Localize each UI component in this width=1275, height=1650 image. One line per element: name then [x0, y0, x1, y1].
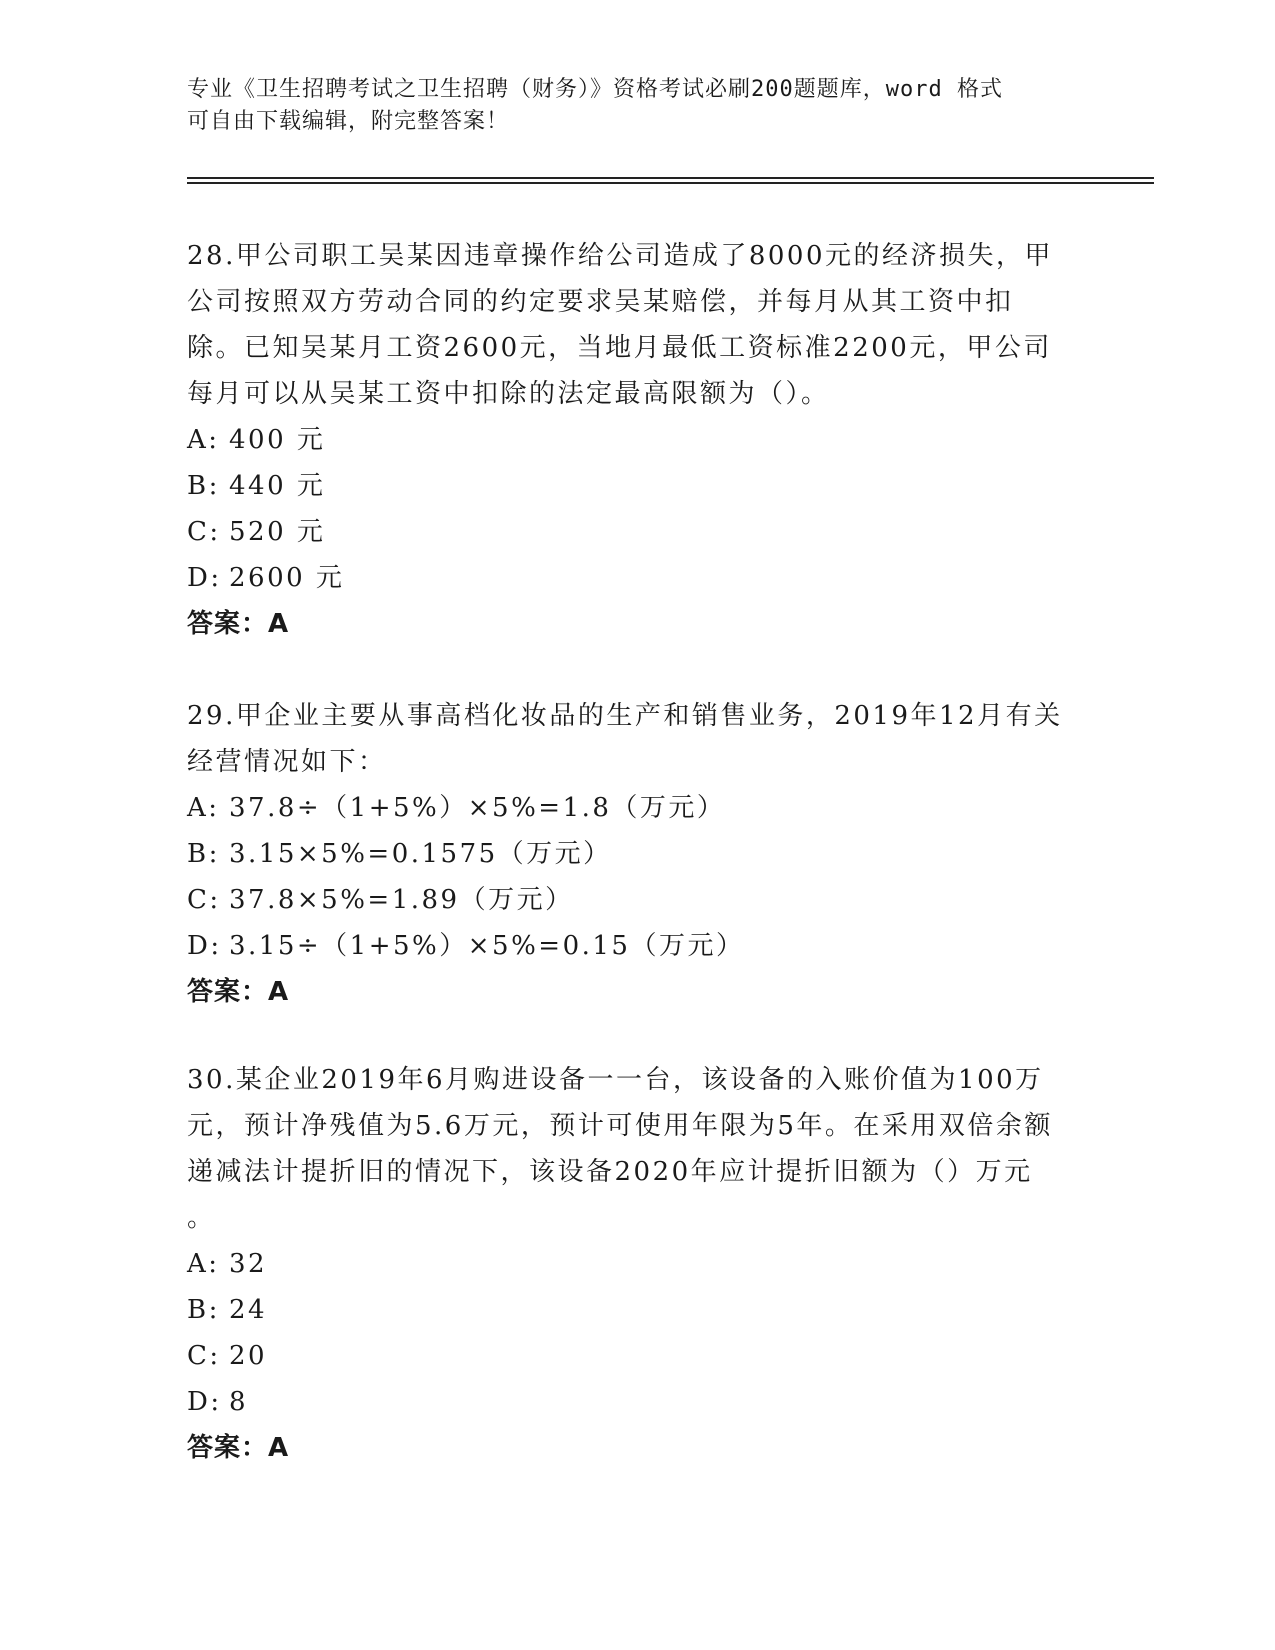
option-letter: C:	[187, 1341, 221, 1371]
option-a	[187, 417, 1067, 463]
option-letter: B:	[187, 839, 220, 869]
option-a	[187, 785, 1067, 831]
option-b	[187, 1287, 1067, 1333]
option-text: 24	[229, 1295, 268, 1325]
option-text: 3.15÷（1+5%）×5%=0.15（万元）	[229, 931, 745, 961]
option-text: 3.15×5%=0.1575（万元）	[229, 839, 612, 869]
option-text: 32	[229, 1249, 268, 1279]
option-letter: C:	[187, 517, 221, 547]
option-b	[187, 831, 1067, 877]
document-header	[187, 74, 1067, 138]
header-divider-top	[187, 177, 1154, 179]
option-letter: B:	[187, 1295, 220, 1325]
option-a	[187, 1241, 1067, 1287]
question-stem: 30.某企业2019年6月购进设备一一台，该设备的入账价值为100万元，预计净残值为5.6万元，预计可使用年限为5年。在采用双倍余额递减法计提折旧的情况下，该设备2020年应计提折旧额为（）万元	[187, 1065, 1053, 1187]
header-title-line-1: 专业《卫生招聘考试之卫生招聘（财务）》资格考试必刷200题题库，word 格式	[187, 77, 1003, 102]
option-letter: C:	[187, 885, 221, 915]
answer-line: 答案：A	[187, 977, 290, 1007]
question-28	[187, 233, 1067, 647]
option-letter: D:	[187, 931, 222, 961]
question-29	[187, 693, 1067, 1015]
answer-line: 答案：A	[187, 609, 290, 639]
option-text: 400 元	[229, 425, 326, 455]
option-letter: A:	[187, 793, 220, 823]
option-d	[187, 555, 1067, 601]
option-letter: A:	[187, 1249, 220, 1279]
option-text: 8	[229, 1387, 249, 1417]
option-b	[187, 463, 1067, 509]
option-text: 20	[229, 1341, 268, 1371]
option-letter: A:	[187, 425, 220, 455]
option-letter: B:	[187, 471, 220, 501]
header-title-line-2: 可自由下载编辑，附完整答案！	[187, 109, 510, 134]
option-letter: D:	[187, 1387, 222, 1417]
question-stem-tail: 。	[187, 1203, 216, 1233]
option-text: 520 元	[229, 517, 326, 547]
option-c	[187, 509, 1067, 555]
option-text: 37.8×5%=1.89（万元）	[229, 885, 574, 915]
option-text: 2600 元	[229, 563, 345, 593]
question-stem: 29.甲企业主要从事高档化妆品的生产和销售业务，2019年12月有关经营情况如下：	[187, 701, 1063, 777]
header-divider-bottom	[187, 182, 1154, 184]
option-text: 37.8÷（1+5%）×5%=1.8（万元）	[229, 793, 726, 823]
question-30	[187, 1057, 1067, 1471]
option-text: 440 元	[229, 471, 326, 501]
option-c	[187, 877, 1067, 923]
option-d	[187, 1379, 1067, 1425]
option-d	[187, 923, 1067, 969]
question-stem: 28.甲公司职工吴某因违章操作给公司造成了8000元的经济损失，甲公司按照双方劳动合同的约定要求吴某赔偿，并每月从其工资中扣除。已知吴某月工资2600元，当地月最低工资标准2200元，甲公司每月可以从吴某工资中扣除的法定最高限额为（）。	[187, 241, 1054, 409]
option-c	[187, 1333, 1067, 1379]
answer-line: 答案：A	[187, 1433, 290, 1463]
option-letter: D:	[187, 563, 222, 593]
